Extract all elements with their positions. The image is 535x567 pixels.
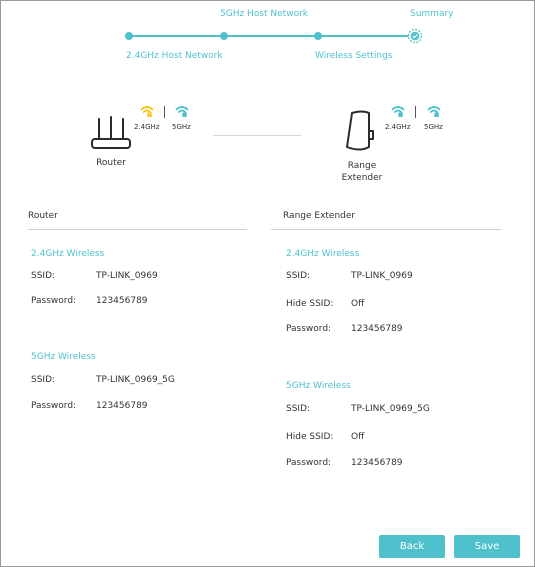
extender-band-24: 2.4GHz [385, 123, 411, 131]
extender-divider [271, 229, 501, 230]
router-5-password-label: Password: [31, 401, 77, 411]
router-icon [89, 115, 133, 151]
router-divider [28, 229, 247, 230]
router-band-5: 5GHz [172, 123, 191, 131]
router-5-ssid-value: TP-LINK_0969_5G [96, 375, 175, 385]
extender-24-title: 2.4GHz Wireless [286, 249, 360, 259]
router-24-password-label: Password: [31, 296, 77, 306]
extender-label-line1: Range [347, 161, 377, 171]
extender-24-password-value: 123456789 [351, 324, 403, 334]
save-button[interactable]: Save [454, 535, 520, 558]
extender-5-title: 5GHz Wireless [286, 381, 351, 391]
step-dot-3 [314, 32, 322, 40]
extender-24-hide-label: Hide SSID: [286, 299, 334, 309]
extender-wifi-24-icon [391, 105, 405, 117]
router-24-ssid-value: TP-LINK_0969 [96, 271, 158, 281]
extender-wifi-5-icon [427, 105, 441, 117]
extender-5-ssid-label: SSID: [286, 404, 311, 414]
extender-24-password-label: Password: [286, 324, 332, 334]
extender-band-5: 5GHz [424, 123, 443, 131]
extender-24-ssid-value: TP-LINK_0969 [351, 271, 413, 281]
step-label-4: Summary [410, 9, 454, 19]
step-label-1: 2.4GHz Host Network [126, 51, 223, 61]
extender-24-ssid-label: SSID: [286, 271, 311, 281]
extender-band-separator [415, 106, 416, 118]
router-band-24: 2.4GHz [134, 123, 160, 131]
router-24-ssid-label: SSID: [31, 271, 56, 281]
extender-5-ssid-value: TP-LINK_0969_5G [351, 404, 430, 414]
wifi-24-warning-icon [140, 105, 154, 117]
stepper-track [129, 35, 409, 37]
extender-5-password-label: Password: [286, 458, 332, 468]
range-extender-icon [342, 109, 376, 155]
step-current-check-icon [407, 28, 423, 44]
router-label: Router [96, 158, 126, 168]
step-label-3: Wireless Settings [315, 51, 393, 61]
svg-text:!: ! [148, 113, 151, 117]
extender-5-password-value: 123456789 [351, 458, 403, 468]
wifi-5-icon [175, 105, 189, 117]
step-dot-1 [125, 32, 133, 40]
router-section-title: Router [28, 211, 58, 221]
extender-5-hide-value: Off [351, 432, 365, 442]
step-label-2: 5GHz Host Network [220, 9, 308, 19]
band-separator [164, 106, 165, 118]
extender-section-title: Range Extender [283, 211, 356, 221]
router-24-password-value: 123456789 [96, 296, 148, 306]
router-5-ssid-label: SSID: [31, 375, 56, 385]
router-5-title: 5GHz Wireless [31, 352, 96, 362]
router-24-title: 2.4GHz Wireless [31, 249, 105, 259]
extender-label-line2: Extender [341, 173, 383, 183]
extender-24-hide-value: Off [351, 299, 365, 309]
router-5-password-value: 123456789 [96, 401, 148, 411]
connection-line [213, 135, 301, 136]
step-dot-2 [220, 32, 228, 40]
extender-5-hide-label: Hide SSID: [286, 432, 334, 442]
back-button[interactable]: Back [379, 535, 445, 558]
